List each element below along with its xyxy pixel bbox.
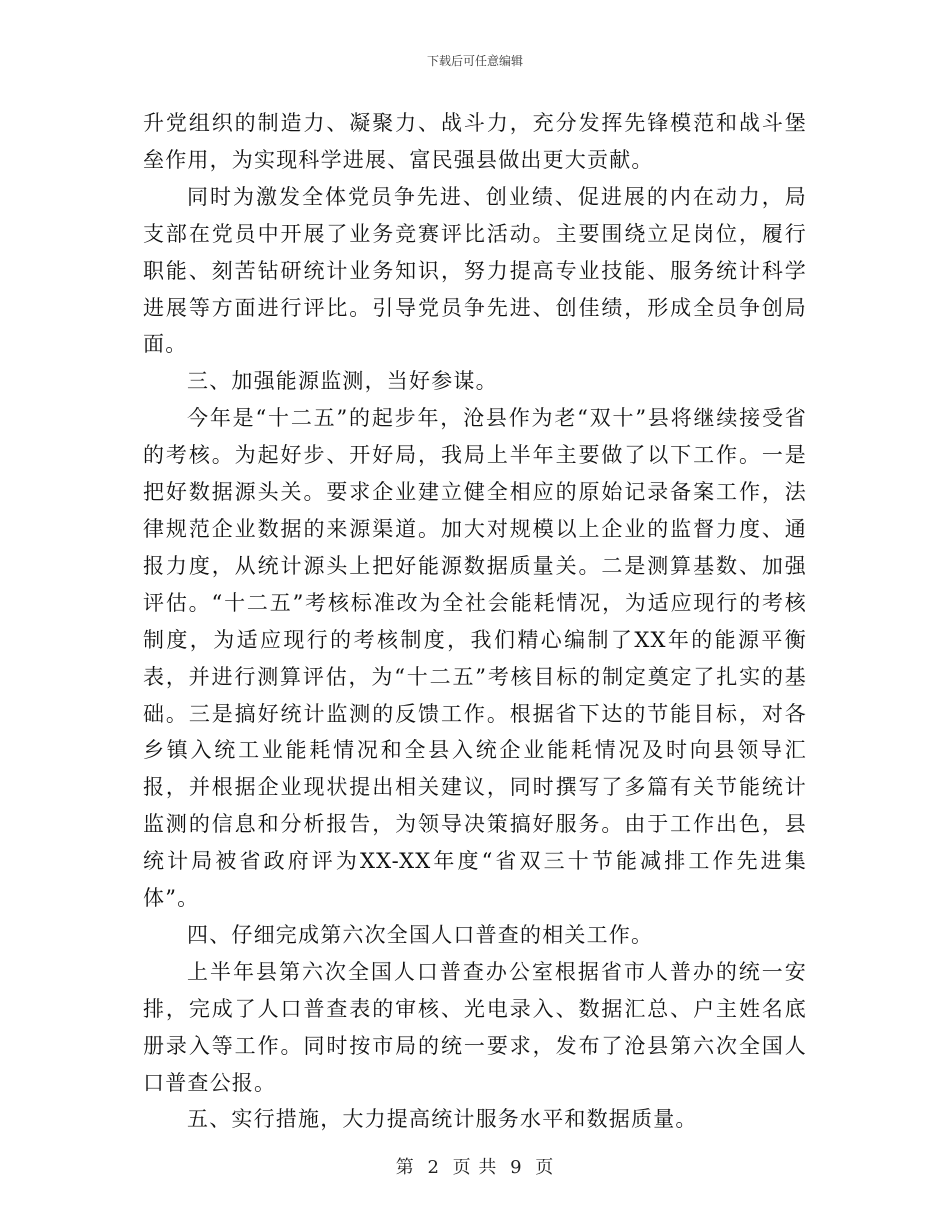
section-heading-3: 三、加强能源监测，当好参谋。: [187, 369, 498, 394]
section-heading-5: 五、实行措施，大力提高统计服务水平和数据质量。: [187, 1107, 698, 1132]
footer-prefix: 第: [395, 1157, 415, 1178]
paragraph-4: 上半年县第六次全国人口普查办公室根据省市人普办的统一安排，完成了人口普查表的审核、光电录入、数据汇总、户主姓名底册录入等工作。同时按市局的统一要求，发布了沧县第六次全国人口普查公报。: [143, 959, 807, 1095]
section-heading-4: 四、仔细完成第六次全国人口普查的相关工作。: [187, 922, 654, 947]
paragraph-3: 今年是“十二五”的起步年，沧县作为老“双十”县将继续接受省的考核。为起好步、开好局，我局上半年主要做了以下工作。一是把好数据源头关。要求企业建立健全相应的原始记录备案工作，法律规范企业数据的来源渠道。加大对规模以上企业的监督力度、通报力度，从统计源头上把好能源数据质量关。二是测算基数、加强评估。“十二五”考核标准改为全社会能耗情况，为适应现行的考核制度，为适应现行的考核制度，我们精心编制了XX年的能源平衡表，并进行测算评估，为“十二五”考核目标的制定奠定了扎实的基础。三是搞好统计监测的反馈工作。根据省下达的节能目标，对各乡镇入统工业能耗情况和全县入统企业能耗情况及时向县领导汇报，并根据企业现状提出相关建议，同时撰写了多篇有关节能统计监测的信息和分析报告，为领导决策搞好服务。由于工作出色，县统计局被省政府评为XX-XX年度“省双三十节能减排工作先进集体”。: [143, 406, 807, 911]
page-footer: [0, 1153, 950, 1179]
paragraph-1: 升党组织的制造力、凝聚力、战斗力，充分发挥先锋模范和战斗堡垒作用，为实现科学进展、富民强县做出更大贡献。: [143, 111, 807, 172]
document-body: [143, 105, 807, 1138]
footer-middle: 页 共: [452, 1157, 498, 1178]
footer-suffix: 页: [535, 1157, 555, 1178]
footer-total-pages: 9: [510, 1157, 523, 1178]
footer-page-number: 2: [427, 1157, 440, 1178]
page-header: 下载后可任意编辑: [426, 54, 523, 68]
paragraph-2: 同时为激发全体党员争先进、创业绩、促进展的内在动力，局支部在党员中开展了业务竞赛评比活动。主要围绕立足岗位，履行职能、刻苦钻研统计业务知识，努力提高专业技能、服务统计科学进展等方面进行评比。引导党员争先进、创佳绩，形成全员争创局面。: [143, 184, 807, 357]
